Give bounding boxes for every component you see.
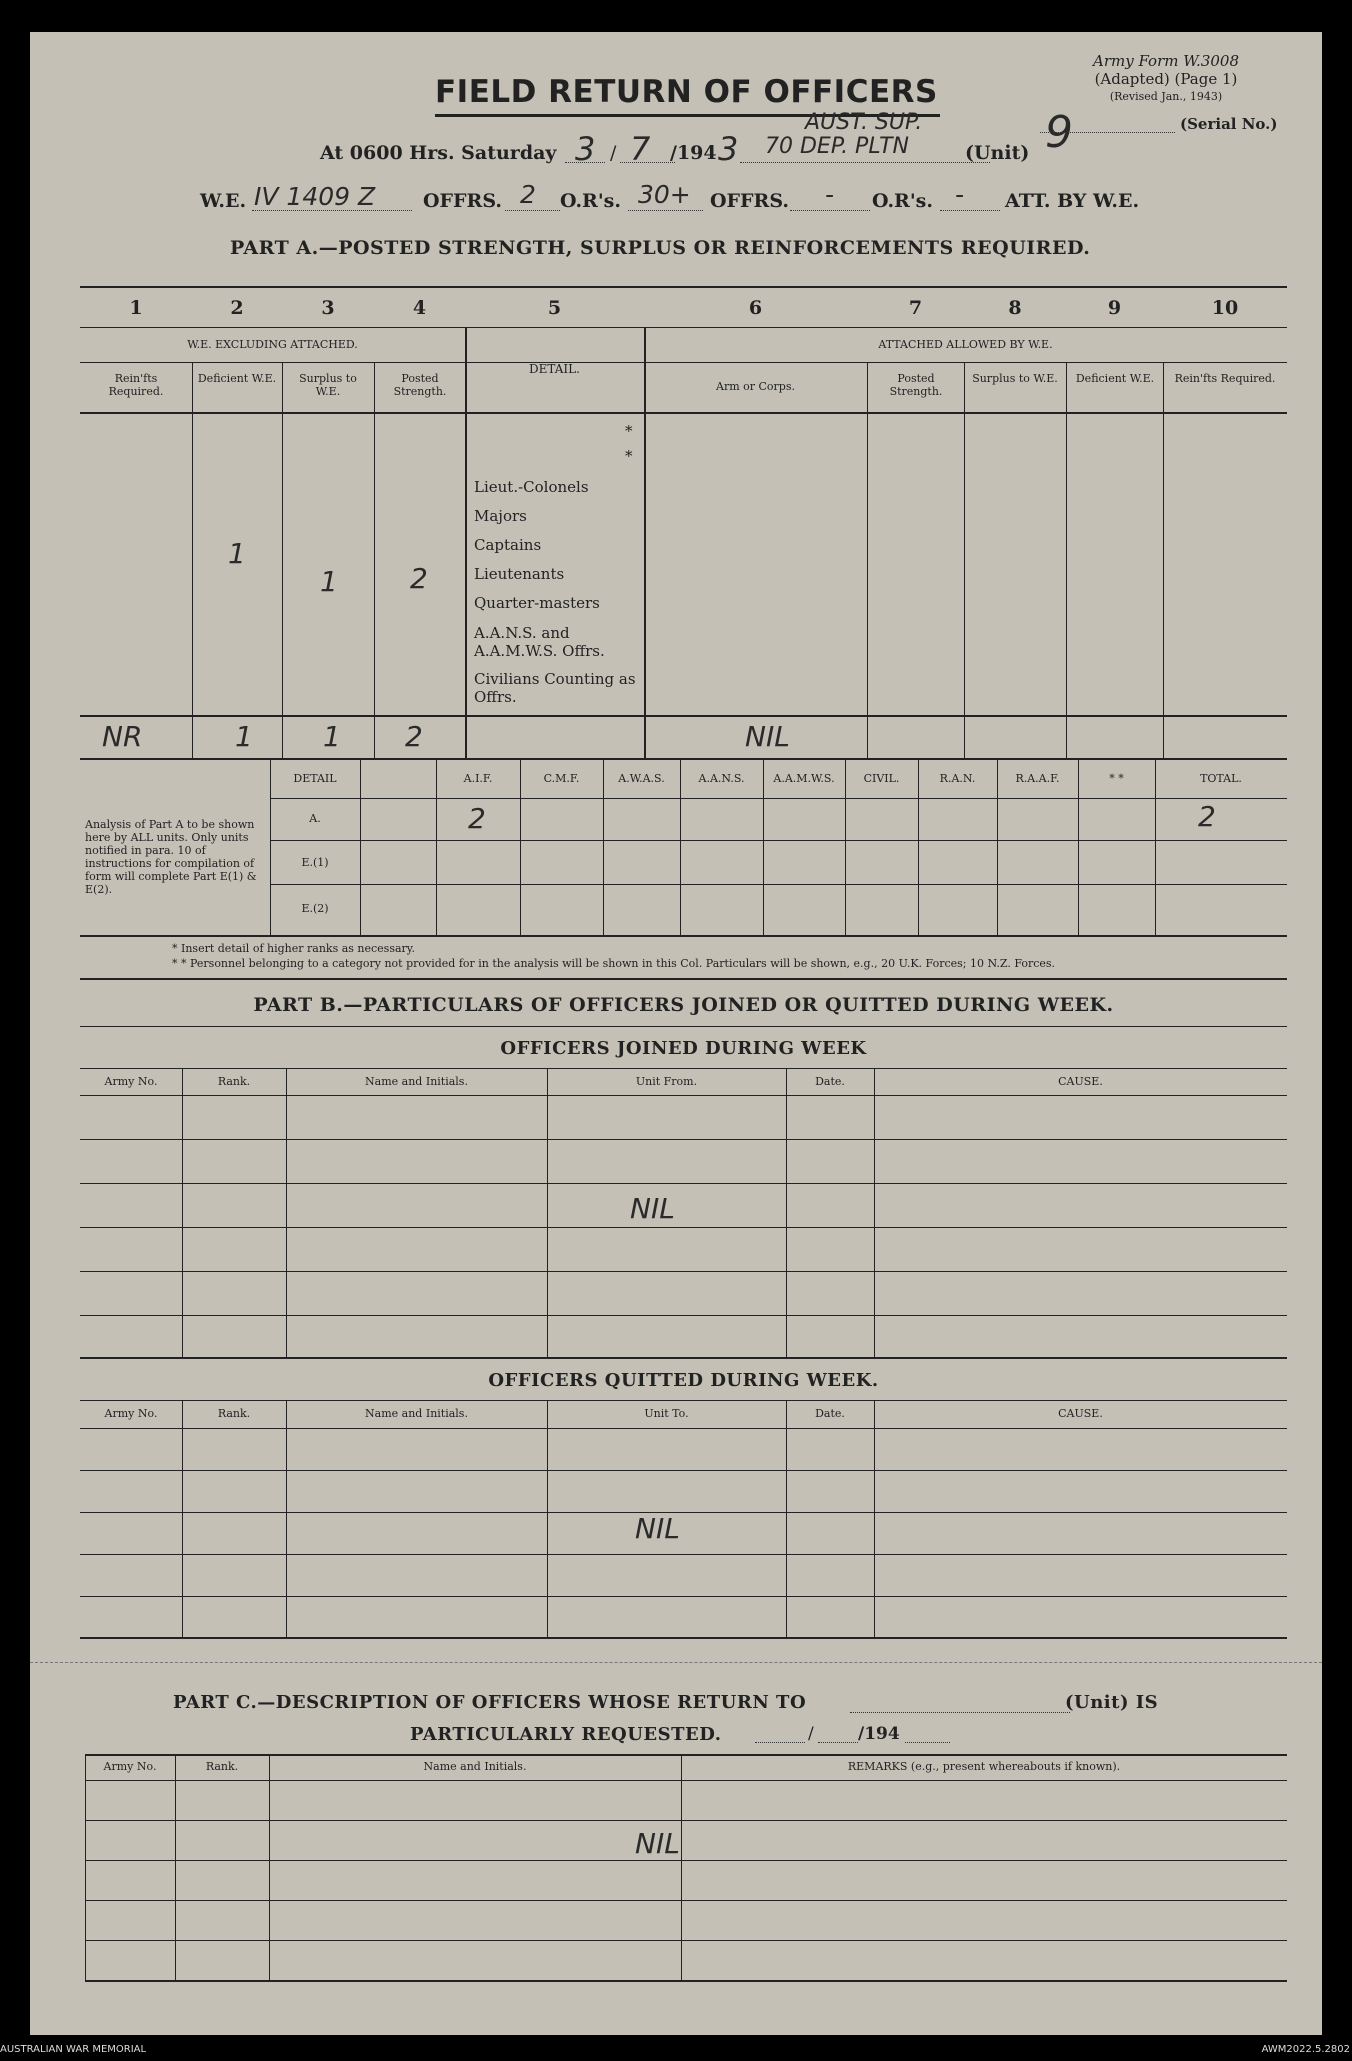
joined-header-unit-from: Unit From. [635,1075,698,1088]
col-number-2: 2 [230,297,244,319]
hw-surplus-lieutenants: 1 [320,565,338,598]
analysis-header-aans: A.A.N.S. [698,772,745,785]
hw-total-attached: NIL [745,720,790,753]
detail-quarter-masters: Quarter-masters [474,594,600,612]
quitted-header-name: Name and Initials. [365,1407,468,1420]
detail-asterisk-2: * [625,447,633,465]
we-value: IV 1409 Z [254,182,376,211]
part-c-title-unit: (Unit) IS [1065,1692,1159,1713]
analysis-header-civil: CIVIL. [863,772,900,785]
army-form-number: Army Form W.3008 (Adapted) (Page 1) (Revised Jan., 1943) [1093,52,1239,103]
offrs-label: OFFRS. [423,190,502,212]
quitted-header-rank: Rank. [217,1407,251,1420]
att-by-we-label: ATT. BY W.E. [1005,190,1140,212]
header-reinfts-required-att: Rein'fts Required. [1174,372,1276,385]
unit-label: (Unit) [965,142,1030,164]
header-deficient-we-att: Deficient W.E. [1075,372,1155,385]
we-label: W.E. [200,190,247,212]
col-number-4: 4 [412,297,427,319]
date-month-value: 7 [630,130,651,168]
analysis-row-a: A. [309,812,321,825]
part-c-date-sep: / [808,1724,814,1744]
serial-number-value: 9 [1045,107,1073,158]
col-number-3: 3 [321,297,335,319]
analysis-header-ran: R.A.N. [939,772,976,785]
hw-analysis-aif: 2 [468,802,486,835]
year-digit-value: 3 [718,130,739,168]
year-prefix: /194 [670,142,717,164]
analysis-header-awas: A.W.A.S. [618,772,665,785]
part-c-date-year: /194 [858,1724,900,1744]
offrs-value: 2 [520,180,536,209]
hw-part-c-nil: NIL [635,1827,680,1860]
hw-total-surplus: 1 [323,720,341,753]
detail-lieutenants: Lieutenants [474,565,565,583]
detail-header: DETAIL. [529,362,580,376]
detail-majors: Majors [474,507,527,525]
analysis-header-total: TOTAL. [1200,772,1242,785]
header-arm-corps: Arm or Corps. [716,380,795,393]
date-day-value: 3 [575,130,596,168]
analysis-header-cmf: C.M.F. [543,772,580,785]
joined-title: OFFICERS JOINED DURING WEEK [500,1038,867,1059]
form-paper: FIELD RETURN OF OFFICERS Army Form W.3008 (Adapted) (Page 1) (Revised Jan., 1943) 9 (Serial No.) At 0600 Hrs. Saturday 3 / 7 /194 3 AUST. SUP. 70 DEP. PLTN (Unit) W.E. IV 1409 Z OFFRS. 2 O.R's. 30+ OFFRS. - O.R's. - ATT. BY W.E. PART A.—POSTED STRENGTH, SURPLUS OR REINFORCEMENTS REQUIRED. 1 2 3 4 5 6 7 8 9 10 W.E. EXCLUDING ATTACHED. ATTACHED ALLOWED BY W.E. DETAIL. Rein'fts Required. Deficient W.E. Surplus to W.E. Posted Strength. Arm or Corps. Posted Strength. Surplus to W.E. Deficient W.E. Rein'fts Required. * * Lieut.-Colonels Majors Captains Lieutenants Quarter-masters A.A.N.S. and A.A.M.W.S. Offrs. Civilians Counting as Offrs. 1 1 2 NR 1 1 2 NIL Analysis of Part A to be shown here by ALL units. Only units notified in para. 10 of instructions for compilation of form will complete Part E(1) & E(2). DETAIL A.I.F. C.M.F. A.W.A.S. A.A.N.S. A.A.M.W.S. CIVIL. R.A.N. R.A.A.F. * * TOTAL. A. E.(1) E.(2) 2 2 * Insert detail of higher ranks as necessary. * * Personnel belonging to a category not provided for in the analysis will be shown in this Col. Particulars will be shown, e.g., 20 U.K. Forces; 10 N.Z. Forces. PART B.—PARTICULARS OF OFFICERS JOINED OR QUITTED DURING WEEK. OFFICERS JOINED DURING WEEK Army No. Rank. Name and Initials. Unit From. Date. CAUSE. NIL OFFICERS QUITTED DURING WEEK. Army No. Rank. Name and Initials. Unit To. Date. CAUSE. NIL PART C.—DESCRIPTION OF OFFICERS WHOSE RETURN TO (Unit) IS PARTICULARLY REQUESTED. / /194 Army No. Rank. Name and Initials. REMARKS (e.g., present whereabouts if known). NIL [30,32,1322,2035]
unit-value-line2: 70 DEP. PLTN [765,134,909,159]
group-we-excluding: W.E. EXCLUDING ATTACHED. [187,338,358,351]
quitted-header-date: Date. [815,1407,845,1420]
part-c-header-name: Name and Initials. [423,1760,527,1773]
header-surplus-we: Surplus to W.E. [299,372,357,398]
header-deficient-we: Deficient W.E. [197,372,277,385]
joined-header-name: Name and Initials. [365,1075,468,1088]
col-number-8: 8 [1008,297,1022,319]
joined-header-cause: CAUSE. [1058,1075,1103,1088]
hw-total-posted: 2 [405,720,423,753]
part-c-header-rank: Rank. [205,1760,239,1773]
col-number-9: 9 [1107,297,1122,319]
analysis-header-detail: DETAIL [293,772,337,785]
analysis-row-e1: E.(1) [301,856,329,869]
detail-asterisk-1: * [625,422,633,440]
part-c-title-a: PART C.—DESCRIPTION OF OFFICERS WHOSE RETURN TO [173,1692,807,1713]
hw-total-deficient: 1 [235,720,253,753]
joined-header-date: Date. [815,1075,845,1088]
hw-joined-nil: NIL [630,1192,675,1225]
serial-dotline [1040,132,1175,133]
ors-value: 30+ [638,180,691,209]
serial-label: (Serial No.) [1180,115,1278,133]
analysis-header-aif: A.I.F. [463,772,493,785]
analysis-header-other: * * [1109,772,1124,785]
joined-header-army-no: Army No. [104,1075,158,1088]
footer-accession: AWM2022.5.2802 [1261,2044,1350,2055]
detail-civilians: Civilians Counting as Offrs. [474,670,636,706]
col-number-5: 5 [547,297,562,319]
detail-lieut-colonels: Lieut.-Colonels [474,478,589,496]
ors-label: O.R's. [560,190,621,212]
offrs2-value: - [825,180,835,209]
unit-value-line1: AUST. SUP. [805,110,923,135]
analysis-row-e2: E.(2) [301,902,329,915]
quitted-header-cause: CAUSE. [1058,1407,1103,1420]
hw-deficient-captains: 1 [228,537,246,570]
header-posted-strength: Posted Strength. [393,372,447,398]
hw-posted-lieutenants: 2 [410,562,428,595]
footer-credit: AUSTRALIAN WAR MEMORIAL [0,2044,147,2055]
form-title: FIELD RETURN OF OFFICERS [435,74,938,110]
ors2-label: O.R's. [872,190,933,212]
joined-header-rank: Rank. [217,1075,251,1088]
hw-total-reinfts: NR [102,720,143,753]
header-surplus-we-att: Surplus to W.E. [972,372,1058,385]
quitted-title: OFFICERS QUITTED DURING WEEK. [488,1370,879,1391]
part-c-title-b: PARTICULARLY REQUESTED. [410,1724,722,1745]
hw-analysis-total: 2 [1198,800,1216,833]
part-b-title: PART B.—PARTICULARS OF OFFICERS JOINED OR QUITTED DURING WEEK. [253,994,1114,1016]
part-c-header-remarks: REMARKS (e.g., present whereabouts if known). [847,1760,1121,1773]
footnote-2: * * Personnel belonging to a category not provided for in the analysis will be shown in this Col. Particulars will be shown, e.g., 20 U.K. Forces; 10 N.Z. Forces. [172,957,1056,970]
quitted-header-army-no: Army No. [104,1407,158,1420]
hw-quitted-nil: NIL [635,1512,680,1545]
col-number-6: 6 [748,297,763,319]
quitted-header-unit-to: Unit To. [644,1407,689,1420]
group-attached-allowed: ATTACHED ALLOWED BY W.E. [878,338,1053,351]
at-hours-label: At 0600 Hrs. Saturday [320,142,557,164]
analysis-header-raaf: R.A.A.F. [1015,772,1060,785]
offrs2-label: OFFRS. [710,190,789,212]
footnote-1: * Insert detail of higher ranks as necessary. [172,942,416,955]
col-number-10: 10 [1211,297,1239,319]
detail-aans-aamws: A.A.N.S. and A.A.M.W.S. Offrs. [474,624,605,660]
part-a-title: PART A.—POSTED STRENGTH, SURPLUS OR REINFORCEMENTS REQUIRED. [230,237,1091,259]
ors2-value: - [955,180,965,209]
detail-captains: Captains [474,536,542,554]
col-number-7: 7 [908,297,923,319]
perforation-line [30,1662,1322,1663]
header-posted-strength-att: Posted Strength. [889,372,943,398]
analysis-header-aamws: A.A.M.W.S. [773,772,835,785]
col-number-1: 1 [129,297,143,319]
part-c-header-army-no: Army No. [103,1760,157,1773]
analysis-note: Analysis of Part A to be shown here by ALL units. Only units notified in para. 10 of instructions for compilation of form will complete Part E(1) & E(2). [85,818,257,896]
header-reinfts-required: Rein'fts Required. [108,372,164,398]
